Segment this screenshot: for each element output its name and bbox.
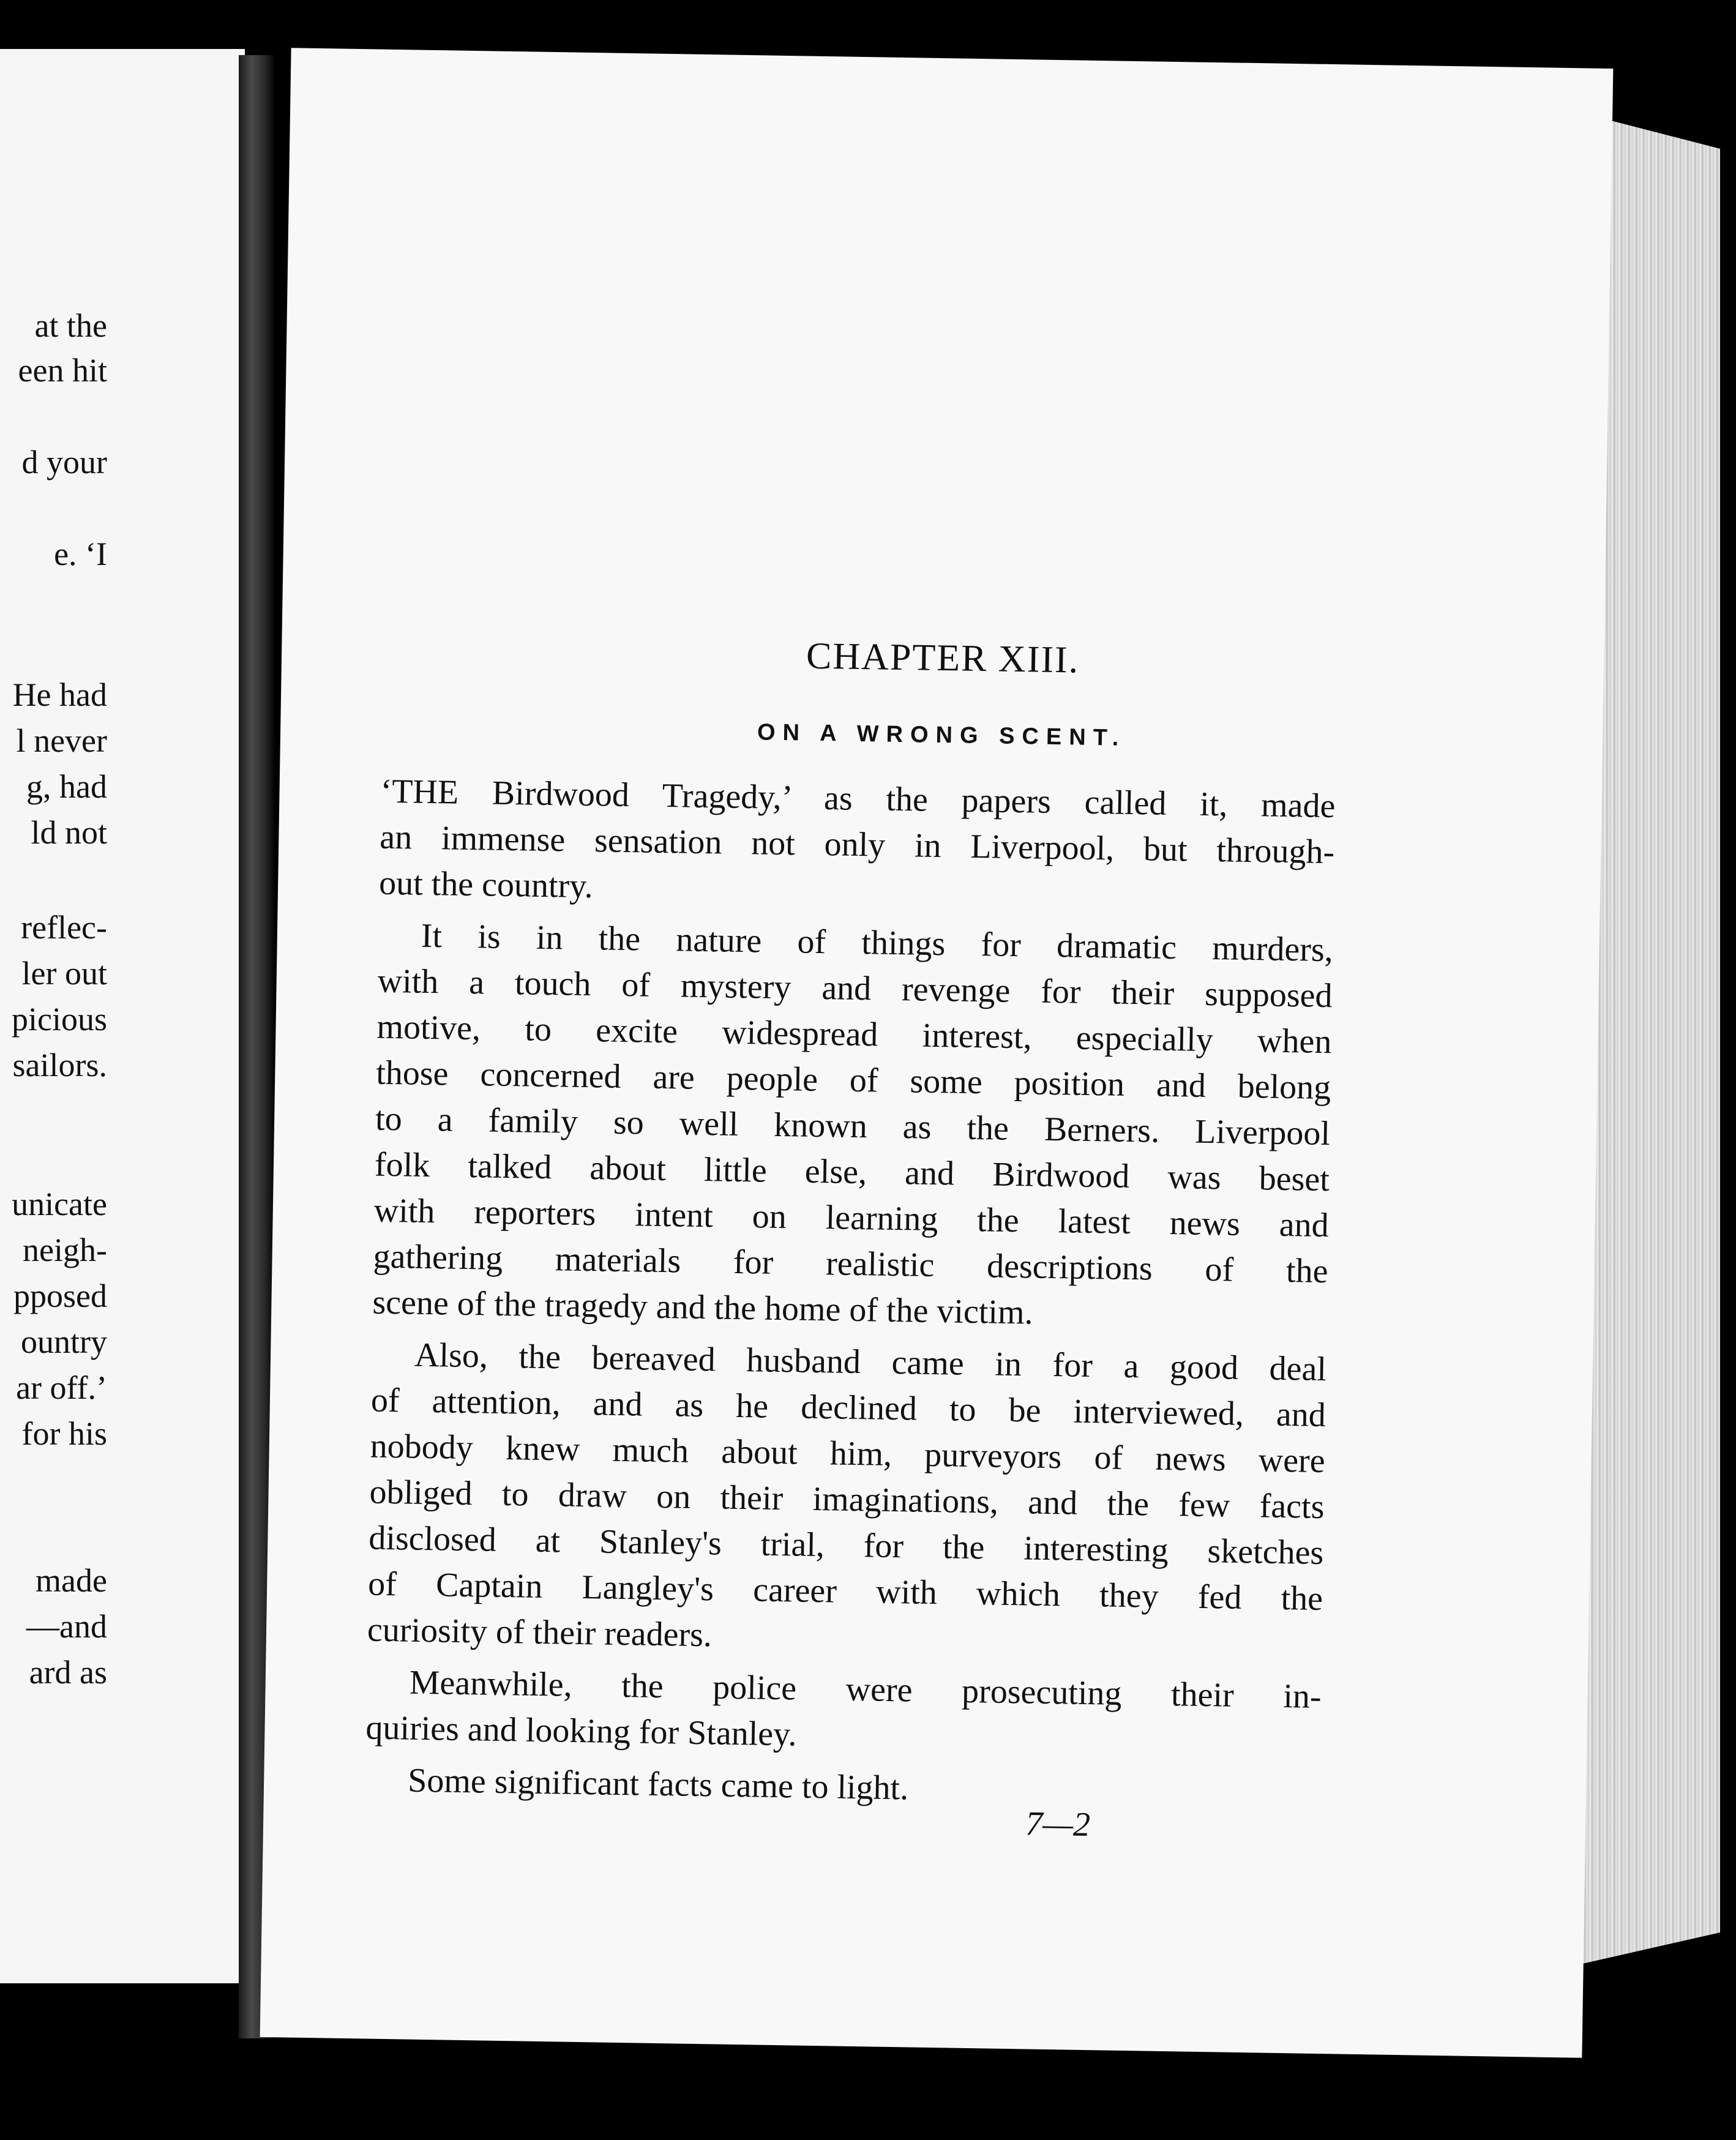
chapter-body xyxy=(365,769,1336,1818)
left-page-line: g, had xyxy=(26,768,107,805)
paragraph-line: with reporters intent on learning the latest news and xyxy=(373,1191,1330,1245)
paragraph-line: with a touch of mystery and revenge for their supposed xyxy=(377,962,1333,1016)
left-page-line: ler out xyxy=(21,955,107,992)
paragraph-line: Meanwhile, the police were prosecuting their in- xyxy=(409,1663,1322,1716)
paragraph-line: out the country. xyxy=(378,864,594,906)
paragraph-line: to a family so well known as the Berners. Liverpool xyxy=(375,1099,1331,1153)
paragraph-line: curiosity of their readers. xyxy=(367,1611,713,1655)
left-page-line: reflec- xyxy=(21,909,107,946)
left-page-text xyxy=(0,49,245,1983)
left-page-line: for his xyxy=(21,1415,107,1452)
left-page-line: e. ‘I xyxy=(54,536,107,572)
paragraph-line: gathering materials for realistic descriptions of the xyxy=(373,1237,1328,1291)
left-page-line: neigh- xyxy=(23,1232,107,1268)
left-page-line: ld not xyxy=(31,814,107,851)
paragraph-line: motive, to excite widespread interest, especially when xyxy=(376,1008,1332,1061)
paragraph xyxy=(372,913,1333,1341)
paragraph-line: obliged to draw on their imaginations, and the few facts xyxy=(369,1473,1325,1527)
paragraph xyxy=(367,1332,1326,1668)
chapter-title: CHAPTER XIII. xyxy=(806,635,1080,681)
paragraph-line: Some significant facts came to light. xyxy=(407,1761,909,1808)
left-page-line: unicate xyxy=(12,1186,107,1222)
paragraph-line: quiries and looking for Stanley. xyxy=(365,1708,797,1754)
left-page-line: d your xyxy=(21,444,107,481)
left-page-line: at the xyxy=(34,307,107,344)
paragraph-line: of Captain Langley's career with which they fed the xyxy=(367,1565,1323,1618)
left-page-line: een hit xyxy=(18,352,107,389)
paragraph-line: those concerned are people of some position and belong xyxy=(375,1053,1331,1107)
paragraph-line: It is in the nature of things for dramatic murders, xyxy=(421,916,1334,970)
left-page xyxy=(0,49,245,1983)
left-page-line: pposed xyxy=(13,1278,107,1314)
left-page-line: made xyxy=(36,1562,107,1599)
left-page-line: ard as xyxy=(29,1654,107,1691)
paragraph-line: folk talked about little else, and Birdwood was beset xyxy=(374,1145,1330,1199)
left-page-line: ountry xyxy=(21,1323,107,1360)
paragraph-line: scene of the tragedy and the home of the victim. xyxy=(372,1283,1034,1332)
paragraph-line: disclosed at Stanley's trial, for the interesting sketches xyxy=(368,1519,1324,1573)
left-page-line: l never xyxy=(16,722,107,759)
left-page-line: —and xyxy=(26,1608,107,1645)
paragraph-line: of attention, and as he declined to be interviewed, and xyxy=(370,1381,1326,1435)
paragraph-line: nobody knew much about him, purveyors of news were xyxy=(370,1427,1326,1481)
left-page-line: He had xyxy=(12,676,107,713)
paragraph xyxy=(365,1659,1322,1766)
paragraph-line: Also, the bereaved husband came in for a good deal xyxy=(414,1336,1327,1389)
left-page-line: sailors. xyxy=(12,1047,107,1083)
page-number: 7—2 xyxy=(1025,1805,1091,1844)
paragraph-line: an immense sensation not only in Liverpool, but through- xyxy=(379,818,1335,872)
left-page-line: ar off.’ xyxy=(16,1369,107,1406)
right-page xyxy=(260,48,1614,2058)
paragraph xyxy=(379,769,1336,921)
left-page-line: picious xyxy=(12,1001,107,1038)
paragraph-line: ‘THE Birdwood Tragedy,’ as the papers called it, made xyxy=(380,772,1336,826)
chapter-subtitle: ON A WRONG SCENT. xyxy=(757,719,1126,751)
